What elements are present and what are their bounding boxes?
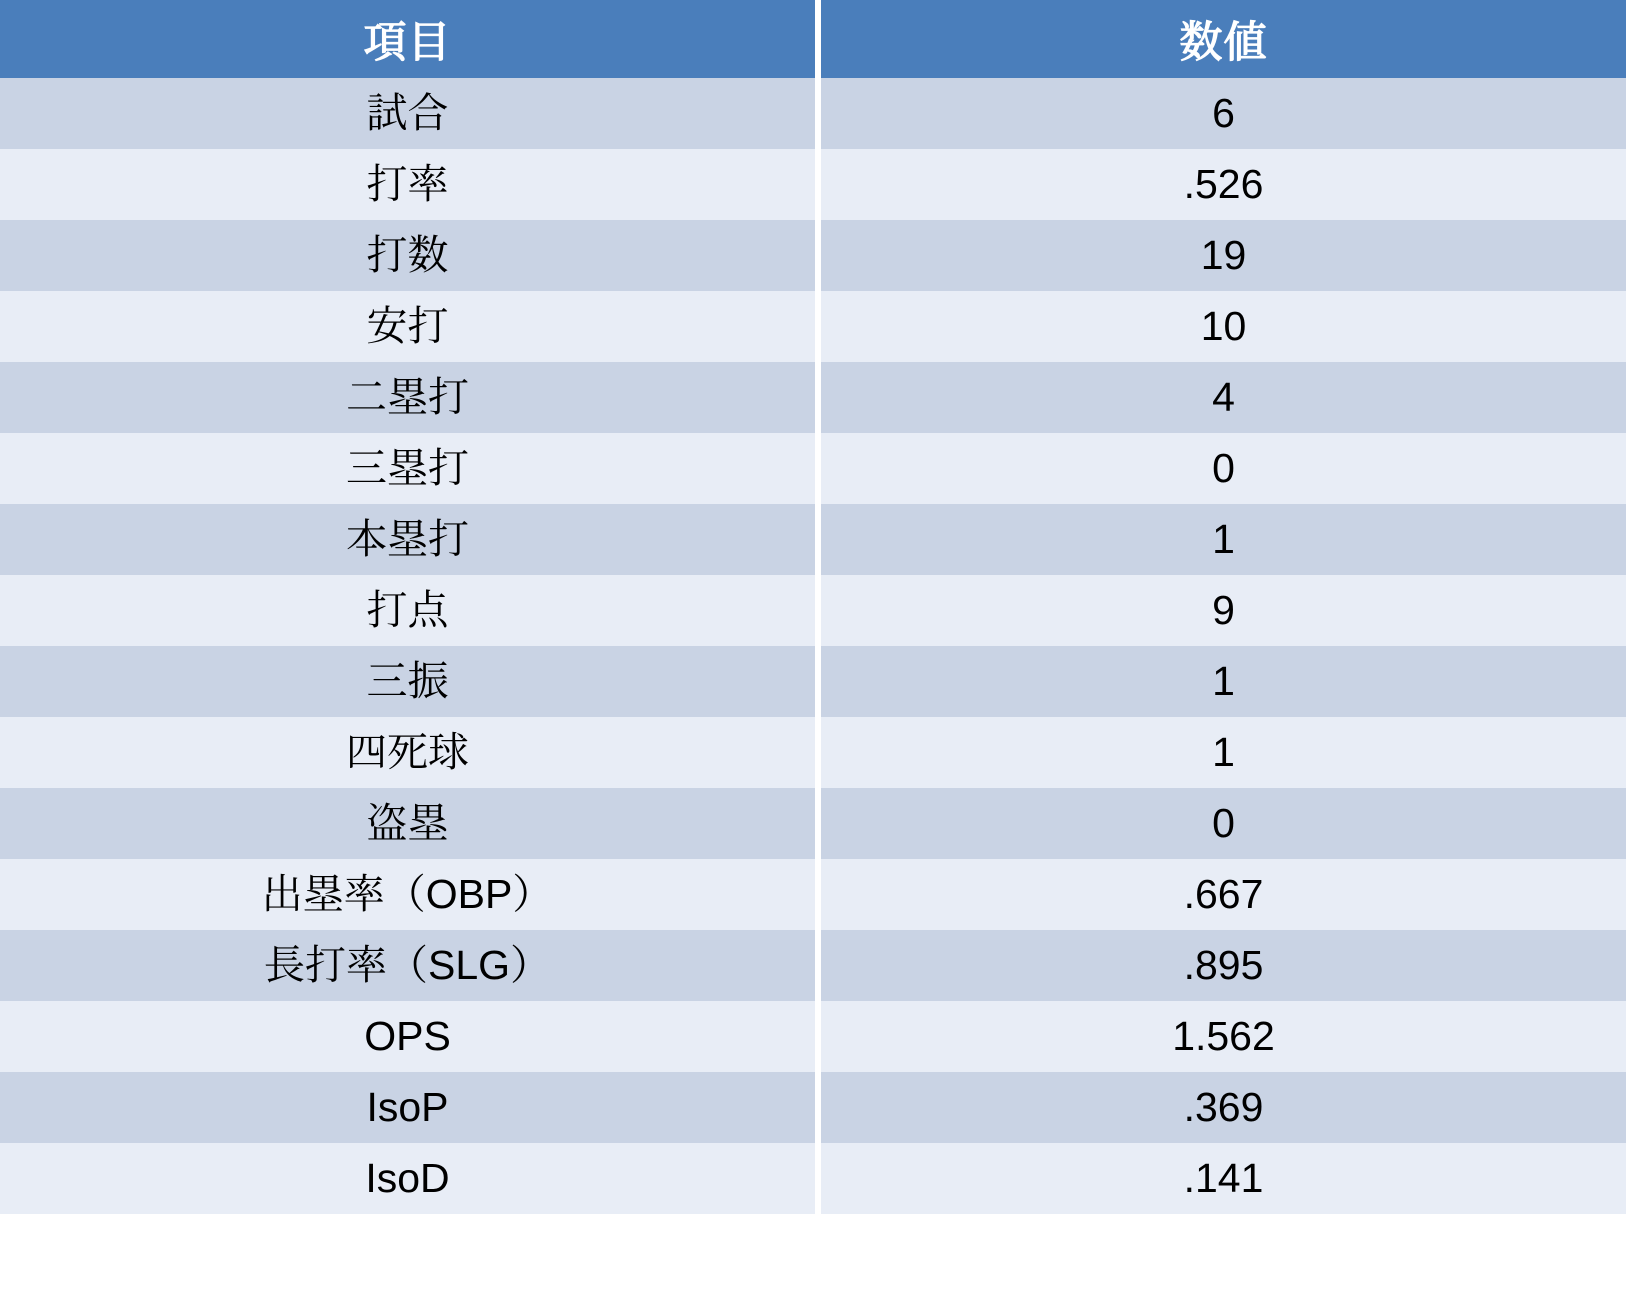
cell-item: 三振 (0, 646, 818, 717)
cell-value: 10 (818, 291, 1626, 362)
cell-item: IsoP (0, 1072, 818, 1143)
table-row (0, 1001, 1626, 1072)
cell-item: 本塁打 (0, 504, 818, 575)
cell-value: 9 (818, 575, 1626, 646)
table-row (0, 433, 1626, 504)
table-row (0, 149, 1626, 220)
cell-value: 19 (818, 220, 1626, 291)
table-row (0, 1072, 1626, 1143)
cell-item: 二塁打 (0, 362, 818, 433)
table-row (0, 646, 1626, 717)
cell-item: 長打率（SLG） (0, 930, 818, 1001)
table-row (0, 930, 1626, 1001)
table-row (0, 504, 1626, 575)
table-row (0, 78, 1626, 149)
cell-value: 0 (818, 433, 1626, 504)
table-row (0, 362, 1626, 433)
table-header (0, 0, 1626, 78)
cell-item: IsoD (0, 1143, 818, 1214)
table-row (0, 575, 1626, 646)
cell-item: 打数 (0, 220, 818, 291)
cell-item: 打点 (0, 575, 818, 646)
cell-item: 三塁打 (0, 433, 818, 504)
table-row (0, 717, 1626, 788)
cell-item: 出塁率（OBP） (0, 859, 818, 930)
table-row (0, 788, 1626, 859)
cell-value: 1 (818, 504, 1626, 575)
table-row (0, 859, 1626, 930)
cell-item: 安打 (0, 291, 818, 362)
cell-value: 6 (818, 78, 1626, 149)
table-row (0, 291, 1626, 362)
table-row (0, 1143, 1626, 1214)
header-row (0, 0, 1626, 78)
cell-value: .141 (818, 1143, 1626, 1214)
cell-value: 1.562 (818, 1001, 1626, 1072)
cell-item: OPS (0, 1001, 818, 1072)
column-header-value: 数値 (818, 0, 1626, 78)
cell-value: 1 (818, 646, 1626, 717)
cell-value: .895 (818, 930, 1626, 1001)
table-row (0, 220, 1626, 291)
cell-value: .526 (818, 149, 1626, 220)
cell-value: 0 (818, 788, 1626, 859)
cell-item: 盗塁 (0, 788, 818, 859)
cell-value: .369 (818, 1072, 1626, 1143)
cell-item: 打率 (0, 149, 818, 220)
cell-value: 4 (818, 362, 1626, 433)
cell-item: 四死球 (0, 717, 818, 788)
cell-item: 試合 (0, 78, 818, 149)
table-body (0, 78, 1626, 1214)
cell-value: .667 (818, 859, 1626, 930)
cell-value: 1 (818, 717, 1626, 788)
column-header-item: 項目 (0, 0, 818, 78)
